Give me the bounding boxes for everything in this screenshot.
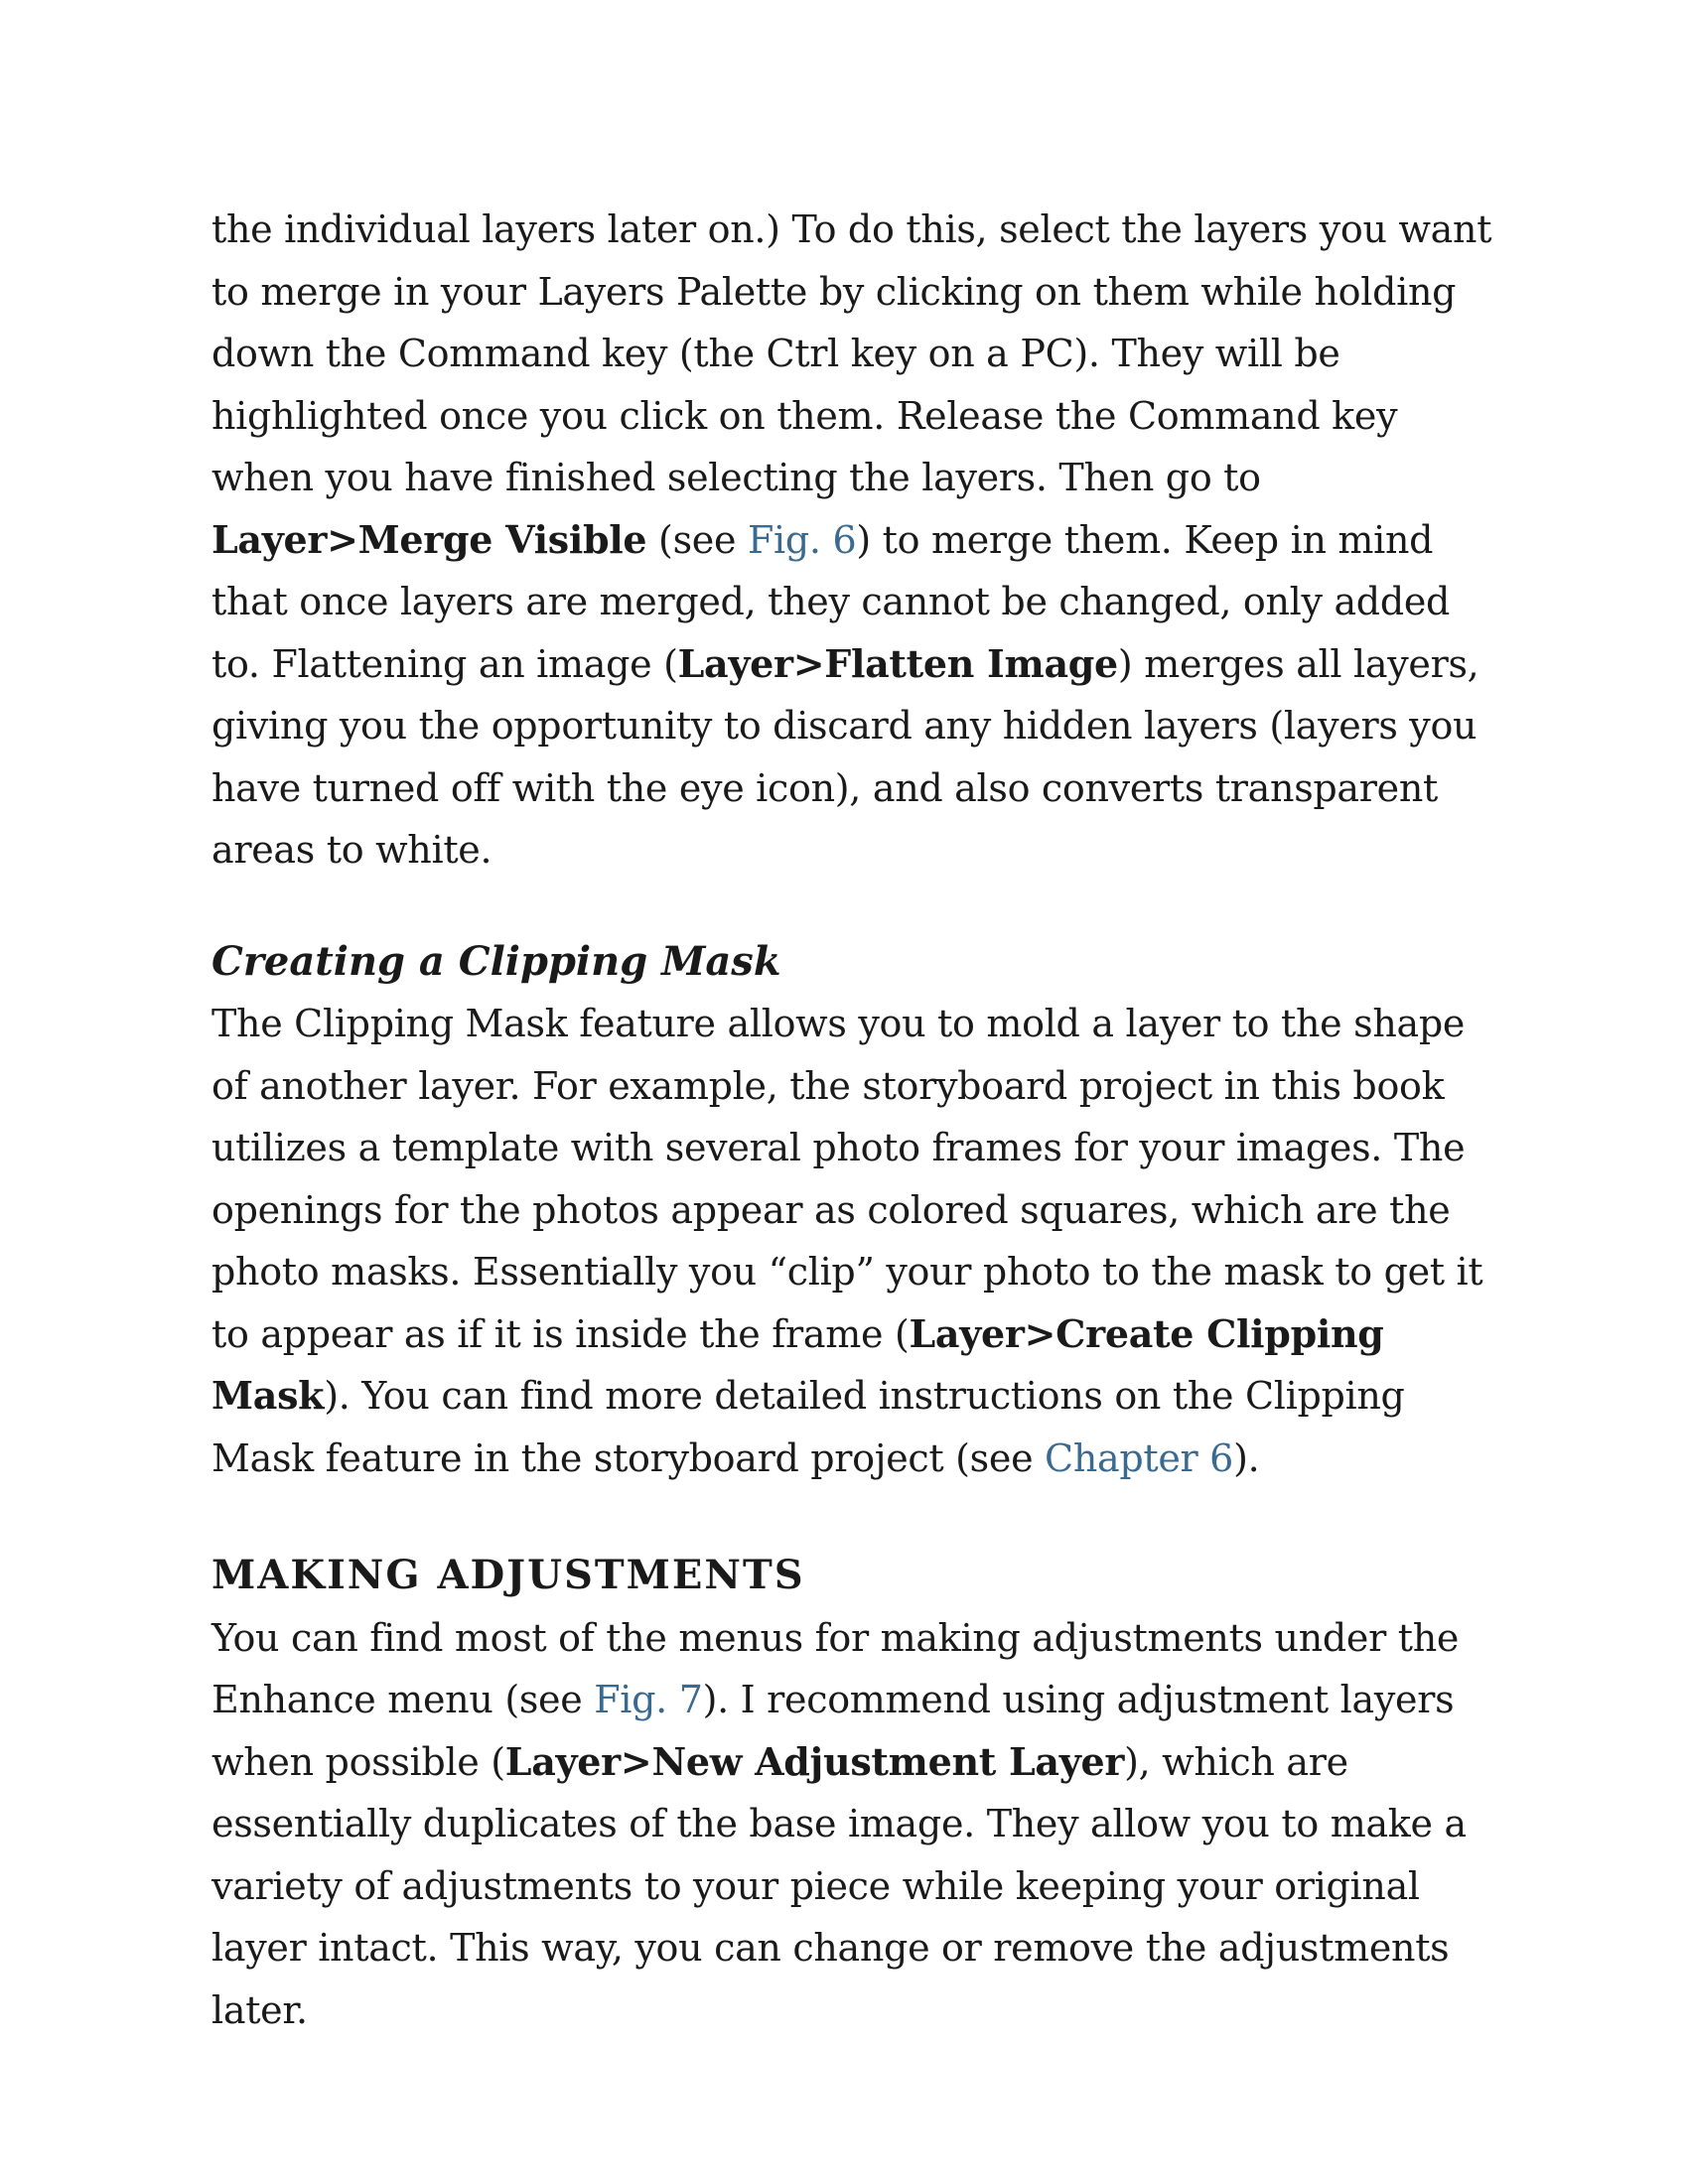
text-run: ) merges all layers, giving you the opportunity to discard any hidden layers (layers you have turned off with the eye icon), and also converts transparent areas to white.: [211, 641, 1479, 872]
fig-6-link[interactable]: Fig. 6: [747, 517, 857, 562]
text-run: ), which are essentially duplicates of the base image. They allow you to make a variety of adjustments to your piece while keeping your original layer intact. This way, you can change or remove the adjustments later.: [211, 1739, 1467, 2032]
text-run: ).: [1233, 1435, 1260, 1480]
subheading-clipping-mask: Creating a Clipping Mask: [211, 937, 781, 985]
menu-path-create-clipping-mask: Layer>Create Clipping Mask: [211, 1310, 1384, 1418]
paragraph-adjustments: [211, 1607, 1502, 2042]
section-heading-making-adjustments: MAKING ADJUSTMENTS: [211, 1552, 805, 1598]
text-run: ). I recommend using adjustment layers when possible (: [211, 1678, 1455, 1784]
paragraph-merging-layers: [211, 199, 1502, 882]
text-run: You can find most of the menus for making adjustments under the Enhance menu (see: [211, 1615, 1460, 1721]
fig-7-link[interactable]: Fig. 7: [594, 1678, 703, 1721]
text-run: ). You can find more detailed instructions on the Clipping Mask feature in the storyboard project (see: [211, 1374, 1405, 1480]
menu-path-new-adjustment-layer: Layer>New Adjustment Layer: [504, 1738, 1125, 1784]
paragraph-clipping-mask: [211, 993, 1502, 1489]
document-page: [211, 199, 1502, 2041]
text-run: The Clipping Mask feature allows you to mold a layer to the shape of another layer. For example, the storyboard project in this book utilizes a template with several photo frames for your images. The openings for the photos appear as colored squares, which are the photo masks. Essentially you “clip” your photo to the mask to get it to appear as if it is inside the frame (: [211, 1002, 1483, 1356]
text-run: ) to merge them. Keep in mind that once layers are merged, they cannot be changed, only added to. Flattening an image (: [211, 517, 1451, 686]
chapter-6-link[interactable]: Chapter 6: [1045, 1435, 1234, 1480]
menu-path-flatten-image: Layer>Flatten Image: [677, 640, 1118, 686]
text-run: the individual layers later on.) To do this, select the layers you want to merge in your Layers Palette by clicking on them while holding down the Command key (the Ctrl key on a PC). They will be highlighted once you click on them. Release the Command key when you have finished selecting the layers. Then go to: [211, 207, 1492, 499]
menu-path-merge-visible: Layer>Merge Visible: [211, 516, 647, 562]
text-run: (see: [646, 517, 748, 562]
